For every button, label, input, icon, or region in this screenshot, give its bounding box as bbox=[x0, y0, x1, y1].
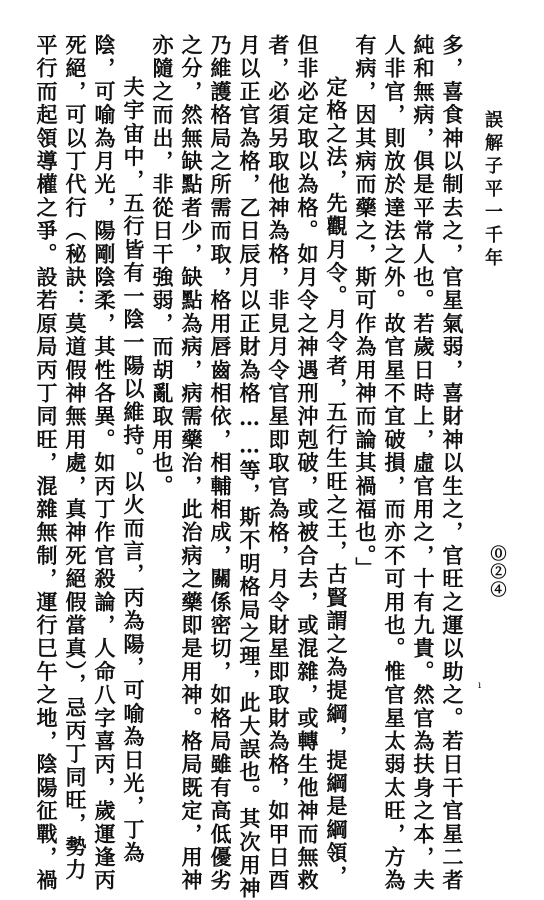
text-column-5: 定格之法，先觀月令。月令者，五行生旺之王，古賢謂之為提綱，提綱是綱領， bbox=[324, 76, 349, 888]
text-column-3: 人非官，則放於達法之外。故官星不宜破損，而亦不可用也。惟官星太弱太旺，方為 bbox=[382, 34, 407, 893]
text-column-4: 有病，因其病而藥之，斯可作為用神而論其禍福也。」 bbox=[353, 34, 378, 581]
text-column-15: 平行而起領導權之爭。設若原局丙丁同旺，混雜無制，運行巳午之地，陰陽征戰，禍 bbox=[34, 34, 59, 893]
text-column-8: 月以正官為格，乙日辰月以正財為格……等，斯不明格局之理，此大誤也。其次用神 bbox=[237, 34, 262, 900]
text-column-7: 者，必須另取他神為格，非見月令官星即取官為格，月令財星即取財為格，如甲日酉 bbox=[266, 34, 291, 893]
page-number: ⓪②④ bbox=[488, 545, 507, 599]
text-column-14: 死絕，可以丁代行（秘訣：莫道假神無用處，真神死絕假當真），忌丙丁同旺，勢力 bbox=[63, 34, 88, 882]
book-title: 誤解子平一千年 bbox=[482, 110, 503, 271]
text-column-9: 乃維護格局之所需而取，格用唇齒相依，相輔相成，關係密切，如格局雖有高低優劣 bbox=[208, 34, 233, 893]
text-column-12: 夫宇宙中，五行皆有一陰一陽以維持。以火而言，丙為陽，可喻為日光，丁為 bbox=[121, 76, 146, 865]
text-column-2: 純和無病，俱是平常人也。若歲日時上，虛官用之，十有九貴。然官為扶身之本，夫 bbox=[411, 34, 436, 893]
text-column-6: 但非必定取以為格。如月令之神遇刑沖剋破，或被合去，或混雜，或轉生他神而無救 bbox=[295, 34, 320, 893]
text-column-10: 之分，然無缺點者少，缺點為病，病需藥治，此治病之藥即是用神。格局既定，用神 bbox=[179, 34, 204, 893]
text-column-11: 亦隨之而出，非從日干強弱，而胡亂取用也。 bbox=[150, 34, 175, 498]
text-column-13: 陰，可喻為月光，陽剛陰柔，其性各異。如丙丁作官殺論，人命八字喜丙，歲運逢丙 bbox=[92, 34, 117, 893]
text-column-1: 多，喜食神以制去之，官星氣弱，喜財神以生之，官旺之運以助之。若日干官星二者 bbox=[440, 34, 465, 893]
margin-mark: ı bbox=[478, 680, 482, 691]
